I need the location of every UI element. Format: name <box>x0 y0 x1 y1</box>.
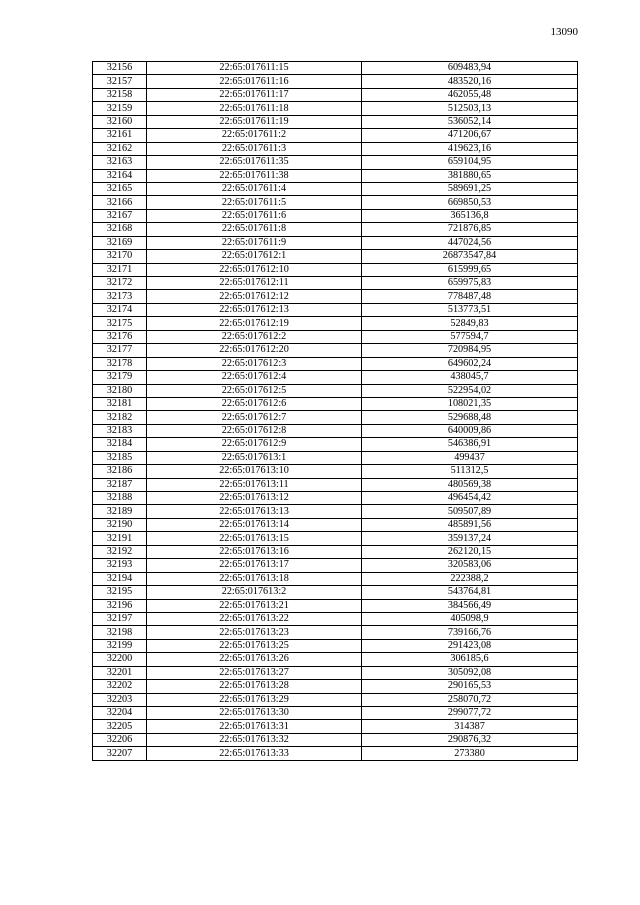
table-row <box>93 559 578 572</box>
value-cell: 778487,48 <box>362 290 578 303</box>
table-row <box>93 666 578 679</box>
row-number-cell: 32188 <box>93 492 147 505</box>
table-row <box>93 612 578 625</box>
cadastral-number-cell: 22:65:017611:38 <box>147 169 362 182</box>
value-cell: 419623,16 <box>362 142 578 155</box>
value-cell: 365136,8 <box>362 209 578 222</box>
value-cell: 273380 <box>362 747 578 760</box>
table-row <box>93 451 578 464</box>
value-cell: 659104,95 <box>362 156 578 169</box>
cadastral-number-cell: 22:65:017613:29 <box>147 693 362 706</box>
table-row <box>93 424 578 437</box>
cadastral-number-cell: 22:65:017612:3 <box>147 357 362 370</box>
value-cell: 529688,48 <box>362 411 578 424</box>
row-number-cell: 32207 <box>93 747 147 760</box>
value-cell: 511312,5 <box>362 465 578 478</box>
cadastral-number-cell: 22:65:017613:22 <box>147 612 362 625</box>
table-row <box>93 411 578 424</box>
table-row <box>93 465 578 478</box>
value-cell: 262120,15 <box>362 545 578 558</box>
value-cell: 320583,06 <box>362 559 578 572</box>
table-row <box>93 169 578 182</box>
cadastral-number-cell: 22:65:017611:5 <box>147 196 362 209</box>
row-number-cell: 32167 <box>93 209 147 222</box>
table-row <box>93 303 578 316</box>
row-number-cell: 32174 <box>93 303 147 316</box>
cadastral-number-cell: 22:65:017613:17 <box>147 559 362 572</box>
cadastral-number-cell: 22:65:017613:30 <box>147 707 362 720</box>
value-cell: 485891,56 <box>362 518 578 531</box>
value-cell: 483520,16 <box>362 75 578 88</box>
value-cell: 536052,14 <box>362 115 578 128</box>
row-number-cell: 32178 <box>93 357 147 370</box>
row-number-cell: 32186 <box>93 465 147 478</box>
cadastral-number-cell: 22:65:017611:35 <box>147 156 362 169</box>
table-row <box>93 693 578 706</box>
table-row <box>93 371 578 384</box>
cadastral-number-cell: 22:65:017611:16 <box>147 75 362 88</box>
table-row <box>93 115 578 128</box>
table-row <box>93 236 578 249</box>
table-body <box>93 62 578 761</box>
row-number-cell: 32203 <box>93 693 147 706</box>
cadastral-number-cell: 22:65:017613:31 <box>147 720 362 733</box>
cadastral-number-cell: 22:65:017612:12 <box>147 290 362 303</box>
value-cell: 577594,7 <box>362 330 578 343</box>
value-cell: 509507,89 <box>362 505 578 518</box>
row-number-cell: 32181 <box>93 397 147 410</box>
cadastral-number-cell: 22:65:017613:21 <box>147 599 362 612</box>
value-cell: 314387 <box>362 720 578 733</box>
row-number-cell: 32160 <box>93 115 147 128</box>
row-number-cell: 32198 <box>93 626 147 639</box>
row-number-cell: 32161 <box>93 129 147 142</box>
table-row <box>93 572 578 585</box>
row-number-cell: 32199 <box>93 639 147 652</box>
row-number-cell: 32164 <box>93 169 147 182</box>
value-cell: 659975,83 <box>362 277 578 290</box>
cadastral-number-cell: 22:65:017612:4 <box>147 371 362 384</box>
cadastral-number-cell: 22:65:017611:4 <box>147 182 362 195</box>
table-row <box>93 478 578 491</box>
table-row <box>93 653 578 666</box>
value-cell: 522954,02 <box>362 384 578 397</box>
value-cell: 359137,24 <box>362 532 578 545</box>
cadastral-value-table <box>92 61 578 761</box>
table-row <box>93 290 578 303</box>
table-row <box>93 182 578 195</box>
value-cell: 480569,38 <box>362 478 578 491</box>
value-cell: 222388,2 <box>362 572 578 585</box>
cadastral-number-cell: 22:65:017613:23 <box>147 626 362 639</box>
cadastral-number-cell: 22:65:017612:10 <box>147 263 362 276</box>
value-cell: 305092,08 <box>362 666 578 679</box>
cadastral-number-cell: 22:65:017613:11 <box>147 478 362 491</box>
table-row <box>93 129 578 142</box>
cadastral-number-cell: 22:65:017612:9 <box>147 438 362 451</box>
value-cell: 299077,72 <box>362 707 578 720</box>
table-row <box>93 250 578 263</box>
row-number-cell: 32184 <box>93 438 147 451</box>
value-cell: 381880,65 <box>362 169 578 182</box>
row-number-cell: 32177 <box>93 344 147 357</box>
row-number-cell: 32158 <box>93 88 147 101</box>
table-row <box>93 277 578 290</box>
row-number-cell: 32182 <box>93 411 147 424</box>
row-number-cell: 32196 <box>93 599 147 612</box>
cadastral-number-cell: 22:65:017612:20 <box>147 344 362 357</box>
row-number-cell: 32169 <box>93 236 147 249</box>
row-number-cell: 32170 <box>93 250 147 263</box>
cadastral-number-cell: 22:65:017612:6 <box>147 397 362 410</box>
cadastral-number-cell: 22:65:017612:19 <box>147 317 362 330</box>
value-cell: 52849,83 <box>362 317 578 330</box>
table-row <box>93 196 578 209</box>
row-number-cell: 32197 <box>93 612 147 625</box>
value-cell: 384566,49 <box>362 599 578 612</box>
row-number-cell: 32175 <box>93 317 147 330</box>
row-number-cell: 32185 <box>93 451 147 464</box>
row-number-cell: 32165 <box>93 182 147 195</box>
cadastral-number-cell: 22:65:017613:12 <box>147 492 362 505</box>
row-number-cell: 32168 <box>93 223 147 236</box>
row-number-cell: 32172 <box>93 277 147 290</box>
cadastral-number-cell: 22:65:017613:32 <box>147 733 362 746</box>
table-row <box>93 599 578 612</box>
row-number-cell: 32193 <box>93 559 147 572</box>
cadastral-number-cell: 22:65:017612:5 <box>147 384 362 397</box>
value-cell: 543764,81 <box>362 586 578 599</box>
row-number-cell: 32183 <box>93 424 147 437</box>
value-cell: 258070,72 <box>362 693 578 706</box>
table-row <box>93 344 578 357</box>
value-cell: 739166,76 <box>362 626 578 639</box>
row-number-cell: 32200 <box>93 653 147 666</box>
table-row <box>93 223 578 236</box>
table-row <box>93 518 578 531</box>
value-cell: 615999,65 <box>362 263 578 276</box>
value-cell: 513773,51 <box>362 303 578 316</box>
row-number-cell: 32176 <box>93 330 147 343</box>
value-cell: 108021,35 <box>362 397 578 410</box>
value-cell: 291423,08 <box>362 639 578 652</box>
row-number-cell: 32166 <box>93 196 147 209</box>
value-cell: 462055,48 <box>362 88 578 101</box>
row-number-cell: 32191 <box>93 532 147 545</box>
table-row <box>93 505 578 518</box>
value-cell: 306185,6 <box>362 653 578 666</box>
row-number-cell: 32206 <box>93 733 147 746</box>
row-number-cell: 32159 <box>93 102 147 115</box>
row-number-cell: 32171 <box>93 263 147 276</box>
cadastral-number-cell: 22:65:017611:3 <box>147 142 362 155</box>
cadastral-number-cell: 22:65:017612:13 <box>147 303 362 316</box>
row-number-cell: 32205 <box>93 720 147 733</box>
table-row <box>93 357 578 370</box>
cadastral-number-cell: 22:65:017613:13 <box>147 505 362 518</box>
table-row <box>93 397 578 410</box>
cadastral-number-cell: 22:65:017613:14 <box>147 518 362 531</box>
row-number-cell: 32201 <box>93 666 147 679</box>
table-row <box>93 586 578 599</box>
row-number-cell: 32195 <box>93 586 147 599</box>
value-cell: 512503,13 <box>362 102 578 115</box>
table-row <box>93 438 578 451</box>
cadastral-number-cell: 22:65:017611:17 <box>147 88 362 101</box>
row-number-cell: 32194 <box>93 572 147 585</box>
row-number-cell: 32156 <box>93 62 147 75</box>
cadastral-number-cell: 22:65:017613:15 <box>147 532 362 545</box>
cadastral-number-cell: 22:65:017611:19 <box>147 115 362 128</box>
value-cell: 471206,67 <box>362 129 578 142</box>
cadastral-number-cell: 22:65:017612:8 <box>147 424 362 437</box>
value-cell: 640009,86 <box>362 424 578 437</box>
value-cell: 589691,25 <box>362 182 578 195</box>
table-row <box>93 384 578 397</box>
row-number-cell: 32190 <box>93 518 147 531</box>
table-row <box>93 747 578 760</box>
row-number-cell: 32162 <box>93 142 147 155</box>
row-number-cell: 32189 <box>93 505 147 518</box>
table-row <box>93 639 578 652</box>
value-cell: 649602,24 <box>362 357 578 370</box>
table-row <box>93 156 578 169</box>
table-row <box>93 102 578 115</box>
row-number-cell: 32163 <box>93 156 147 169</box>
value-cell: 26873547,84 <box>362 250 578 263</box>
value-cell: 499437 <box>362 451 578 464</box>
value-cell: 546386,91 <box>362 438 578 451</box>
cadastral-number-cell: 22:65:017613:25 <box>147 639 362 652</box>
table-row <box>93 626 578 639</box>
value-cell: 496454,42 <box>362 492 578 505</box>
cadastral-number-cell: 22:65:017611:8 <box>147 223 362 236</box>
value-cell: 438045,7 <box>362 371 578 384</box>
cadastral-number-cell: 22:65:017613:26 <box>147 653 362 666</box>
cadastral-number-cell: 22:65:017613:1 <box>147 451 362 464</box>
value-cell: 290876,32 <box>362 733 578 746</box>
row-number-cell: 32202 <box>93 680 147 693</box>
table-row <box>93 330 578 343</box>
table-row <box>93 545 578 558</box>
table-row <box>93 88 578 101</box>
table-row <box>93 263 578 276</box>
cadastral-number-cell: 22:65:017613:16 <box>147 545 362 558</box>
row-number-cell: 32187 <box>93 478 147 491</box>
row-number-cell: 32204 <box>93 707 147 720</box>
row-number-cell: 32180 <box>93 384 147 397</box>
table-row <box>93 720 578 733</box>
cadastral-number-cell: 22:65:017611:18 <box>147 102 362 115</box>
cadastral-number-cell: 22:65:017613:18 <box>147 572 362 585</box>
cadastral-number-cell: 22:65:017612:11 <box>147 277 362 290</box>
row-number-cell: 32192 <box>93 545 147 558</box>
cadastral-number-cell: 22:65:017613:28 <box>147 680 362 693</box>
row-number-cell: 32173 <box>93 290 147 303</box>
cadastral-number-cell: 22:65:017613:10 <box>147 465 362 478</box>
table-row <box>93 680 578 693</box>
row-number-cell: 32179 <box>93 371 147 384</box>
table-row <box>93 733 578 746</box>
value-cell: 405098,9 <box>362 612 578 625</box>
cadastral-number-cell: 22:65:017612:7 <box>147 411 362 424</box>
value-cell: 720984,95 <box>362 344 578 357</box>
value-cell: 669850,53 <box>362 196 578 209</box>
value-cell: 290165,53 <box>362 680 578 693</box>
cadastral-number-cell: 22:65:017611:2 <box>147 129 362 142</box>
cadastral-number-cell: 22:65:017613:2 <box>147 586 362 599</box>
page-number: 13090 <box>550 26 578 38</box>
table-row <box>93 62 578 75</box>
cadastral-number-cell: 22:65:017612:2 <box>147 330 362 343</box>
cadastral-number-cell: 22:65:017613:27 <box>147 666 362 679</box>
table-row <box>93 142 578 155</box>
value-cell: 609483,94 <box>362 62 578 75</box>
table-row <box>93 209 578 222</box>
table-row <box>93 707 578 720</box>
row-number-cell: 32157 <box>93 75 147 88</box>
cadastral-number-cell: 22:65:017612:1 <box>147 250 362 263</box>
table-row <box>93 75 578 88</box>
table-row <box>93 532 578 545</box>
cadastral-number-cell: 22:65:017613:33 <box>147 747 362 760</box>
table-row <box>93 492 578 505</box>
value-cell: 721876,85 <box>362 223 578 236</box>
cadastral-number-cell: 22:65:017611:15 <box>147 62 362 75</box>
table-row <box>93 317 578 330</box>
cadastral-number-cell: 22:65:017611:9 <box>147 236 362 249</box>
cadastral-number-cell: 22:65:017611:6 <box>147 209 362 222</box>
value-cell: 447024,56 <box>362 236 578 249</box>
